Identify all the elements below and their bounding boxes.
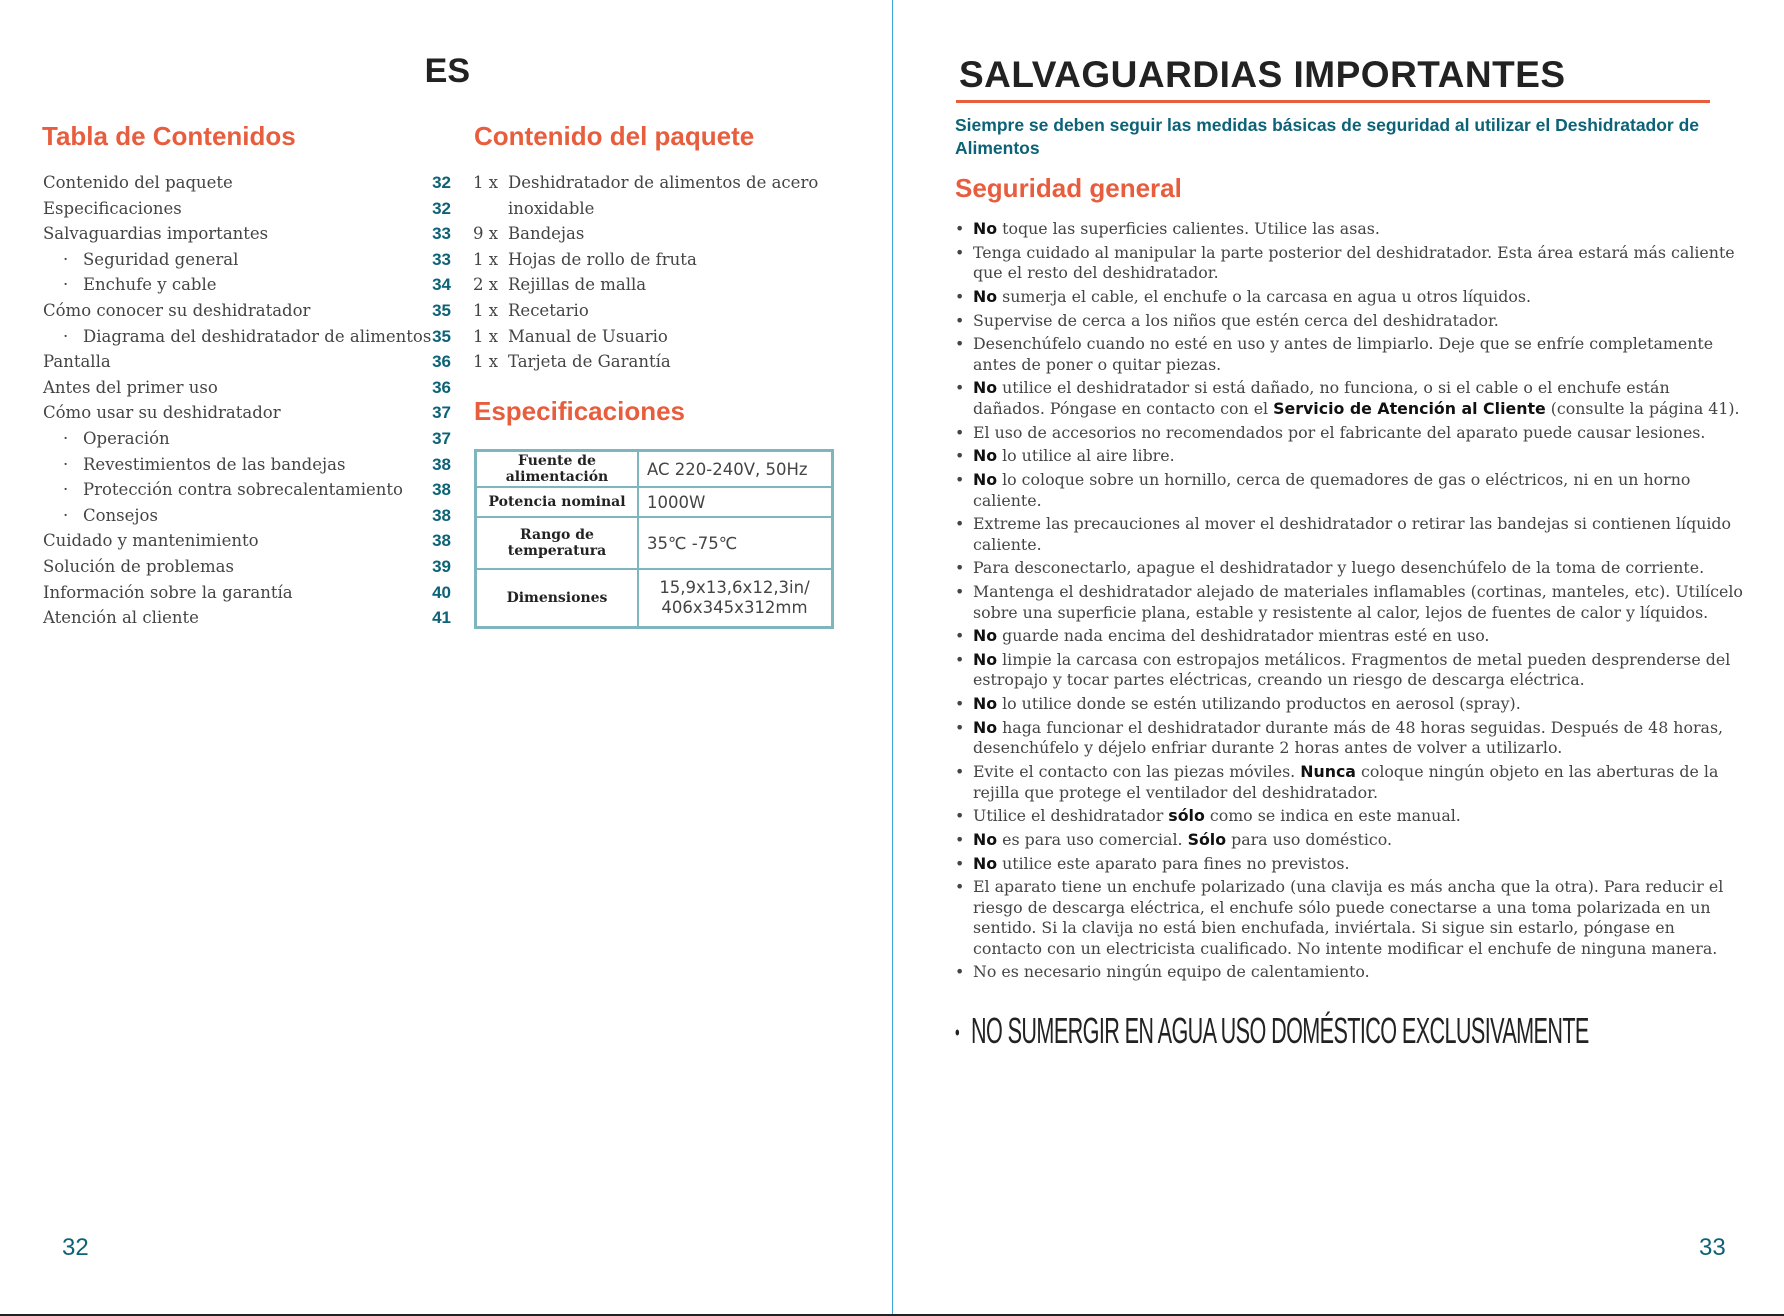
toc-label: Pantalla [43,352,111,372]
safety-item [955,582,1745,623]
toc-row [43,477,451,503]
toc-label: Especificaciones [43,198,182,218]
toc-row [43,221,451,247]
package-text: Deshidratador de alimentos de acero [508,173,819,192]
safety-item [955,334,1745,375]
toc-page-number: 40 [432,582,451,602]
toc-label: · Consejos [43,503,158,529]
safety-text: lo utilice donde se estén utilizando productos en aerosol (spray). [997,694,1521,714]
safety-item [955,694,1745,715]
safety-list [955,219,1745,986]
spec-key: Potencia nominal [476,487,639,517]
package-item [473,324,833,350]
warning-bullet: • [955,1020,960,1046]
package-text: inoxidable [508,198,595,218]
warning-text [955,1010,1589,1052]
safety-text: utilice el deshidratador si está dañado, no funciona, o si el cable o el enchufe están dañados. Póngase en contacto con el [973,378,1670,418]
safety-text: coloque ningún objeto en las aberturas de la rejilla que protege el ventilador del deshidratador. [973,762,1719,802]
package-qty: 2 x [473,275,499,295]
safety-text: para uso doméstico. [1226,829,1392,849]
safety-emphasis: Nunca [1300,762,1356,781]
safety-text: Mantenga el deshidratador alejado de materiales inflamables (cortinas, manteles, etc). Utilícelo sobre una superficie plana, estable y resistente al calor, lejos de fuentes de calor y líquidos. [973,582,1743,622]
safety-text: Evite el contacto con las piezas móviles. [973,762,1301,781]
toc-label: Solución de problemas [43,556,234,576]
spec-value: 15,9x13,6x12,3in/ 406x345x312mm [638,569,833,627]
specs-table [474,449,834,629]
safety-item [955,626,1745,647]
toc-row [43,580,451,606]
safety-text: Utilice el deshidratador [973,806,1169,826]
toc-page-number: 35 [432,326,451,346]
toc-page-number: 36 [432,377,451,397]
toc-row [43,375,451,401]
safety-emphasis: sólo [1168,806,1205,826]
toc-row [43,528,451,554]
toc-row [43,196,451,222]
toc-page-number: 41 [432,608,451,628]
toc-row [43,170,451,196]
safety-text: El aparato tiene un enchufe polarizado (una clavija es más ancha que la otra). Para reducir el riesgo de descarga eléctrica, el enchufe sólo puede conectarse a una toma polarizada en un sentido. Si la clavija no está bien enchufada, inviértala. Si sigue sin estarlo, póngase en contacto con un electricista cualificado. No intente modificar el enchufe de ninguna manera. [973,877,1724,958]
safety-emphasis: Servicio de Atención al Cliente [1273,398,1546,418]
safety-item [955,446,1745,467]
spec-key: Dimensiones [476,569,639,627]
safety-text: Supervise de cerca a los niños que estén cerca del deshidratador. [973,310,1499,330]
toc-label: Salvaguardias importantes [43,224,269,244]
spec-value: 1000W [638,487,833,517]
toc-label: · Diagrama del deshidratador de alimentos [43,324,431,350]
safety-text: Tenga cuidado al manipular la parte posterior del deshidratador. Esta área estará más caliente que el resto del deshidratador. [973,242,1735,283]
page-title: SALVAGUARDIAS IMPORTANTES [959,54,1566,95]
safety-text: utilice este aparato para fines no previstos. [997,853,1350,873]
package-qty: 9 x [473,224,499,244]
toc-page-number: 38 [432,454,451,474]
toc-heading: Tabla de Contenidos [42,121,296,151]
safety-emphasis: No [973,694,998,714]
page-number-left: 32 [62,1234,89,1261]
package-qty: 1 x [473,300,499,320]
package-heading: Contenido del paquete [474,121,755,151]
package-qty: 1 x [473,249,499,269]
toc-label: Información sobre la garantía [43,582,293,602]
package-item [473,298,833,324]
language-code: ES [424,52,470,90]
toc-label: · Revestimientos de las bandejas [43,452,345,478]
safety-item [955,470,1745,511]
spec-key: Fuente de alimentación [476,451,639,488]
safety-text: es para uso comercial. [997,829,1188,849]
safety-item [955,762,1745,803]
package-item [473,221,833,247]
safety-text: haga funcionar el deshidratador durante más de 48 horas seguidas. Después de 48 horas, desenchúfelo y déjelo enfriar durante 2 horas antes de volver a utilizarlo. [973,717,1724,758]
toc-page-number: 38 [432,531,451,551]
toc-label: · Enchufe y cable [43,272,217,298]
toc-row [43,349,451,375]
toc-page-number: 34 [432,275,451,295]
safety-text: sumerja el cable, el enchufe o la carcasa en agua u otros líquidos. [997,286,1531,306]
package-item [473,349,833,375]
spec-row [476,569,833,627]
safety-text: lo utilice al aire libre. [997,446,1175,466]
package-text: Rejillas de malla [508,275,647,295]
safety-text: lo coloque sobre un hornillo, cerca de quemadores de gas o eléctricos, ni en un horno caliente. [973,470,1691,510]
package-item [473,170,833,196]
package-item [473,196,833,222]
spec-key: Rango de temperatura [476,517,639,569]
section-heading: Seguridad general [955,173,1182,203]
toc-page-number: 35 [432,300,451,320]
safety-emphasis: No [973,446,998,466]
package-qty [473,196,508,222]
package-text: Manual de Usuario [508,326,668,346]
safety-item [955,830,1745,851]
spec-value: 35℃ -75℃ [638,517,833,569]
safety-text: No es necesario ningún equipo de calentamiento. [973,962,1370,982]
package-qty: 1 x [473,326,499,346]
toc-row [43,503,451,529]
safety-item [955,378,1745,419]
toc-page-number: 36 [432,352,451,372]
toc-page-number: 39 [432,556,451,576]
package-item [473,272,833,298]
toc-row [43,452,451,478]
toc-label: · Operación [43,426,170,452]
safety-item [955,287,1745,308]
safety-item [955,219,1745,240]
package-contents-list [473,170,833,375]
spec-row [476,517,833,569]
safety-item [955,854,1745,875]
toc-label: Antes del primer uso [43,377,218,397]
safety-emphasis: No [973,470,998,489]
safety-item [955,718,1745,759]
safety-item [955,962,1745,983]
package-qty: 1 x [473,173,499,192]
toc-page-number: 33 [432,249,451,269]
package-item [473,247,833,273]
safety-text: como se indica en este manual. [1204,806,1461,826]
spec-row [476,487,833,517]
toc-row [43,298,451,324]
safety-emphasis: No [973,219,998,238]
safety-item [955,423,1745,444]
toc-label: Cuidado y mantenimiento [43,531,259,551]
page-number-right: 33 [1699,1234,1726,1261]
spec-row [476,451,833,488]
safety-emphasis: No [973,853,998,873]
package-text: Recetario [508,300,589,320]
warning-label: NO SUMERGIR EN AGUA USO DOMÉSTICO EXCLUSIVAMENTE [971,1010,1589,1051]
spec-value: AC 220-240V, 50Hz [638,451,833,488]
toc-page-number: 38 [432,480,451,500]
toc-page-number: 32 [432,198,451,218]
toc-page-number: 37 [432,403,451,423]
toc-label: · Protección contra sobrecalentamiento [43,477,403,503]
safety-item [955,514,1745,555]
page-spread-divider [892,0,893,1316]
toc-row [43,605,451,631]
toc-row [43,247,451,273]
package-text: Tarjeta de Garantía [508,352,671,372]
safety-emphasis: No [973,717,998,737]
package-text: Hojas de rollo de fruta [508,249,697,269]
safety-item [955,558,1745,579]
toc-page-number: 32 [432,173,451,192]
safety-item [955,243,1745,284]
package-qty: 1 x [473,352,499,372]
safety-emphasis: No [973,286,998,306]
safety-text: Para desconectarlo, apague el deshidratador y luego desenchúfelo de la toma de corriente. [973,558,1705,578]
safety-emphasis: No [973,378,998,398]
safety-text: guarde nada encima del deshidratador mientras esté en uso. [997,626,1490,646]
toc-page-number: 38 [432,505,451,525]
toc-label: Atención al cliente [43,608,199,628]
safety-item [955,650,1745,691]
safety-text: toque las superficies calientes. Utilice las asas. [997,219,1380,238]
safety-item [955,877,1745,959]
toc-label: Cómo usar su deshidratador [43,403,281,423]
safety-item [955,311,1745,332]
table-of-contents [43,170,451,631]
safety-text: El uso de accesorios no recomendados por el fabricante del aparato puede causar lesiones. [973,422,1706,442]
toc-label: Contenido del paquete [43,173,233,192]
toc-row [43,324,451,350]
safety-item [955,806,1745,827]
safety-text: (consulte la página 41). [1545,398,1740,418]
intro-text: Siempre se deben seguir las medidas básicas de seguridad al utilizar el Deshidratador de Alimentos [955,115,1700,158]
toc-row [43,426,451,452]
toc-page-number: 33 [432,224,451,244]
toc-row [43,400,451,426]
safety-emphasis: No [973,829,998,849]
package-text: Bandejas [508,224,585,244]
title-underline [956,100,1710,103]
safety-text: limpie la carcasa con estropajos metálicos. Fragmentos de metal pueden desprenderse del estropajo y tocar partes eléctricas, creando un riesgo de descarga eléctrica. [973,649,1731,690]
toc-label: · Seguridad general [43,247,238,273]
safety-text: Extreme las precauciones al mover el deshidratador o retirar las bandejas si contienen líquido caliente. [973,514,1732,554]
toc-label: Cómo conocer su deshidratador [43,300,311,320]
toc-page-number: 37 [432,428,451,448]
specs-heading: Especificaciones [474,396,685,426]
safety-text: Desenchúfelo cuando no esté en uso y antes de limpiarlo. Deje que se enfríe completamente antes de poner o quitar piezas. [973,334,1714,374]
safety-emphasis: No [973,649,998,669]
toc-row [43,554,451,580]
safety-emphasis: No [973,626,998,646]
toc-row [43,272,451,298]
safety-emphasis: Sólo [1187,829,1227,849]
